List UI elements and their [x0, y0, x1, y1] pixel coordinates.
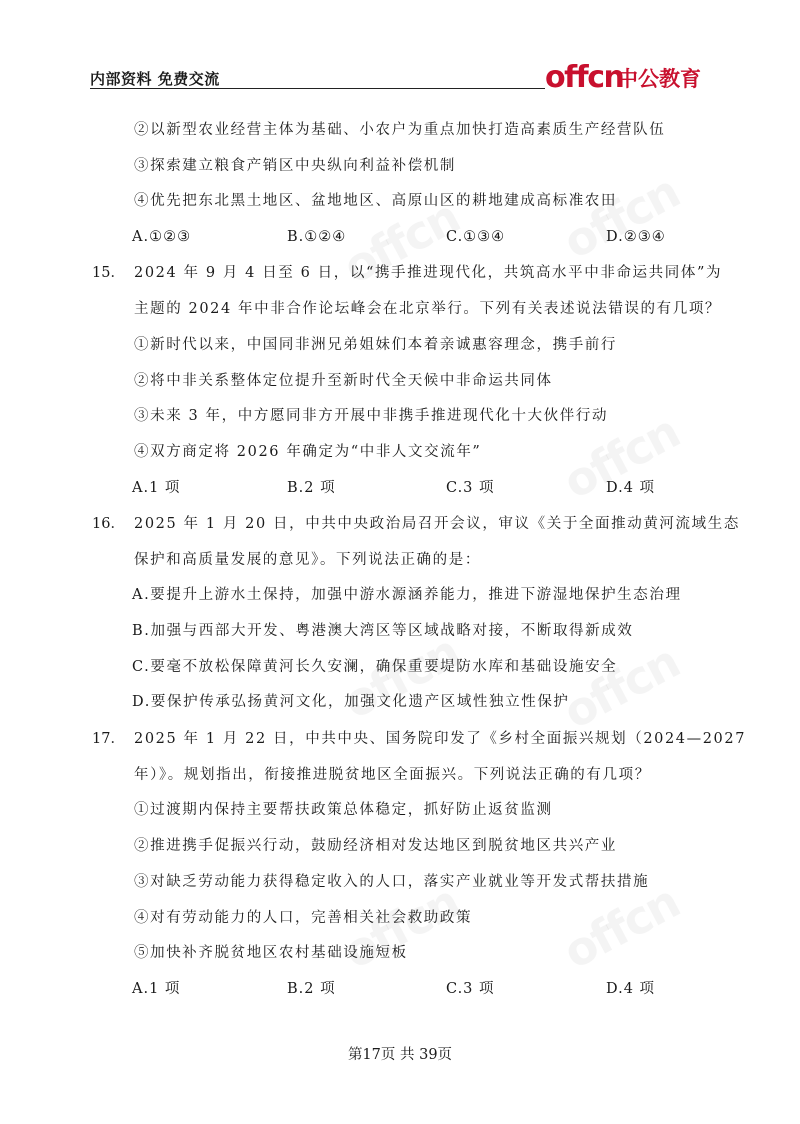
question-stem: 年）》。规划指出，衔接推进脱贫地区全面振兴。下列说法正确的有几项？: [134, 767, 651, 783]
question-stem: 2025 年 1 月 20 日，中共中央政治局召开会议，审议《关于全面推动黄河流域生态: [134, 516, 740, 532]
watermark-logo: [554, 165, 687, 270]
question-item: ④双方商定将 2026 年确定为“中非人文交流年”: [134, 444, 482, 460]
answer-option: C.3 项: [446, 480, 495, 496]
question-number: 15．: [92, 265, 125, 281]
answer-option: D.要保护传承弘扬黄河文化，加强文化遗产区域性独立性保护: [132, 694, 570, 710]
answer-option: B.2 项: [287, 480, 336, 496]
answer-option: C.①③④: [446, 229, 506, 245]
answer-option: A.要提升上游水土保持，加强中游水源涵养能力，推进下游湿地保护生态治理: [132, 587, 682, 603]
question-stem: 保护和高质量发展的意见》。下列说法正确的是：: [134, 552, 481, 568]
question-item: ②以新型农业经营主体为基础、小农户为重点加快打造高素质生产经营队伍: [134, 122, 666, 138]
answer-option: A.1 项: [132, 480, 181, 496]
page-number: 第17页 共 39页: [347, 1047, 453, 1063]
question-item: ②将中非关系整体定位提升至新时代全天候中非命运共同体: [134, 373, 553, 389]
answer-option: B.加强与西部大开发、粤港澳大湾区等区域战略对接，不断取得新成效: [132, 623, 634, 639]
question-item: ①新时代以来，中国同非洲兄弟姐妹们本着亲诚惠容理念，携手前行: [134, 337, 617, 353]
question-item: ①过渡期内保持主要帮扶政策总体稳定，抓好防止返贫监测: [134, 802, 553, 818]
answer-option: B.①②④: [287, 229, 347, 245]
answer-option: A.①②③: [132, 229, 192, 245]
question-item: ④优先把东北黑土地区、盆地地区、高原山区的耕地建成高标准农田: [134, 193, 617, 209]
logo-latin-text: offcn: [545, 60, 624, 95]
header-label: 内部资料 免费交流: [90, 70, 220, 88]
question-stem: 2025 年 1 月 22 日，中共中央、国务院印发了《乡村全面振兴规划（2024—2027: [134, 731, 747, 747]
question-item: ④对有劳动能力的人口，完善相关社会救助政策: [134, 910, 473, 926]
question-stem: 2024 年 9 月 4 日至 6 日，以“携手推进现代化，共筑高水平中非命运共同体”为: [134, 265, 723, 281]
question-item: ③对缺乏劳动能力获得稳定收入的人口，落实产业就业等开发式帮扶措施: [134, 874, 650, 890]
answer-option: C.要毫不放松保障黄河长久安澜，确保重要堤防水库和基础设施安全: [132, 659, 618, 675]
question-stem: 主题的 2024 年中非合作论坛峰会在北京举行。下列有关表述说法错误的有几项？: [134, 301, 722, 317]
question-number: 16．: [92, 516, 125, 532]
header-divider: [90, 88, 545, 89]
answer-option: A.1 项: [132, 981, 181, 997]
answer-option: C.3 项: [446, 981, 495, 997]
question-item: ②推进携手促振兴行动，鼓励经济相对发达地区到脱贫地区共兴产业: [134, 838, 617, 854]
answer-option: D.4 项: [606, 981, 656, 997]
question-item: ③未来 3 年，中方愿同非方开展中非携手推进现代化十大伙伴行动: [134, 408, 609, 424]
answer-option: D.②③④: [606, 229, 666, 245]
question-item: ⑤加快补齐脱贫地区农村基础设施短板: [134, 945, 408, 961]
brand-logo: [545, 58, 715, 98]
question-item: ③探索建立粮食产销区中央纵向利益补偿机制: [134, 158, 456, 174]
answer-option: B.2 项: [287, 981, 336, 997]
logo-chinese-text: 中公教育: [617, 67, 701, 91]
watermark-logo: [554, 635, 687, 740]
question-number: 17．: [92, 731, 125, 747]
answer-option: D.4 项: [606, 480, 656, 496]
